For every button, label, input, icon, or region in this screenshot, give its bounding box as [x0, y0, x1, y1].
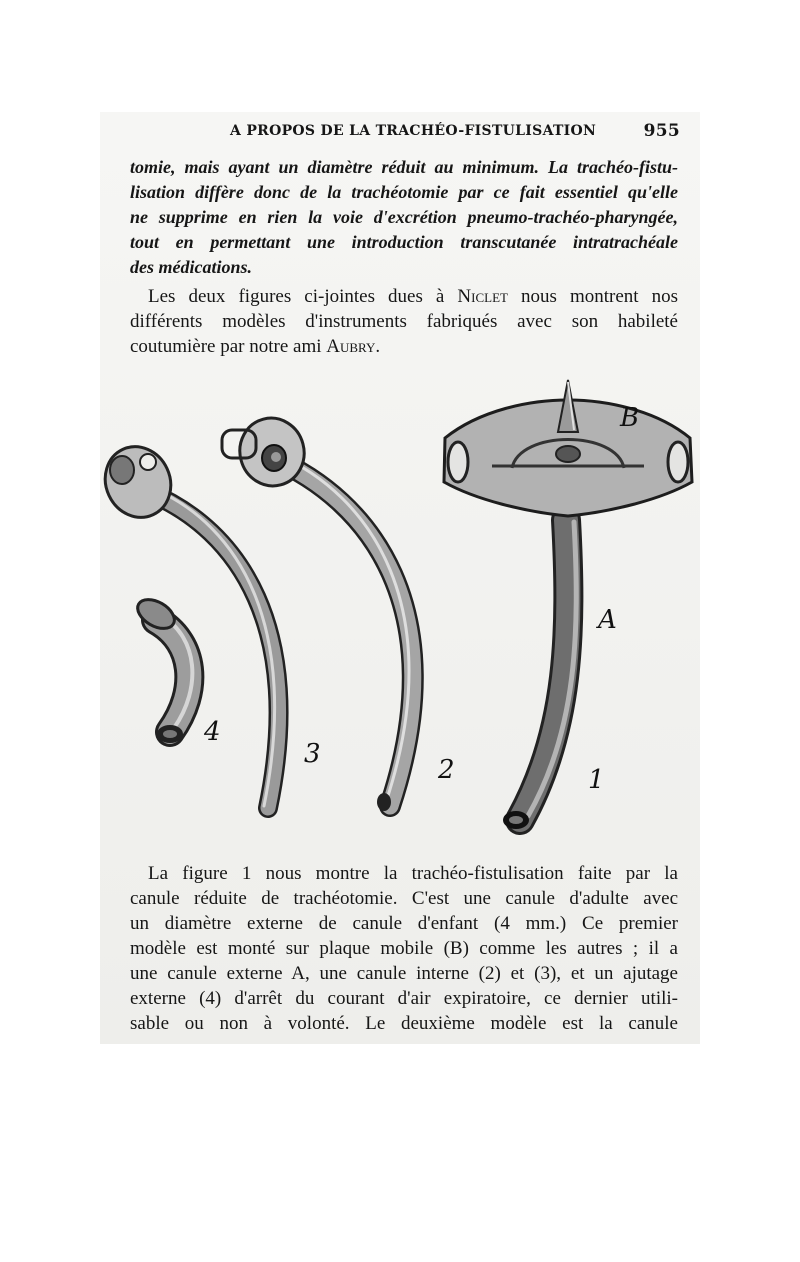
paragraph-3-line-7: sable ou non à volonté. Le deuxième modèle est la canule	[130, 1013, 678, 1034]
running-title: A PROPOS DE LA TRACHÉO-FISTULISATION	[230, 123, 597, 139]
paragraph-2-text-a: Les deux figures ci-jointes dues à	[148, 286, 458, 307]
cannula-3-drawing	[100, 436, 279, 808]
paragraph-3-line-4: modèle est monté sur plaque mobile (B) comme les autres ; il a	[130, 938, 678, 959]
paragraph-3-line-3: un diamètre externe de canule d'enfant (4 mm.) Ce premier	[130, 913, 678, 934]
paragraph-2-text-b: nous montrent nos	[507, 286, 678, 307]
page-header	[230, 121, 680, 143]
paragraph-1-line-3: ne supprime en rien la voie d'excrétion pneumo-trachéo-pharyngée,	[130, 207, 678, 227]
author-name-aubry: Aubry	[326, 336, 376, 357]
paragraph-1-line-5: des médications.	[130, 257, 252, 277]
label-cannula-3: 3	[304, 739, 321, 769]
paragraph-2-line-3	[130, 335, 678, 359]
author-name-niclet: Niclet	[457, 286, 508, 307]
paragraph-2-line-1	[148, 285, 678, 309]
paragraph-2-line-2: différents modèles d'instruments fabriqués avec son habileté	[130, 311, 678, 332]
paragraph-1-line-1: tomie, mais ayant un diamètre réduit au minimum. La trachéo-fistu-	[130, 157, 678, 177]
instrument-figure	[100, 370, 700, 850]
paragraph-2-text-c: coutumière par notre ami	[130, 336, 327, 357]
paragraph-1-line-4: tout en permettant une introduction transcutanée intratrachéale	[130, 232, 678, 252]
label-adapter-4: 4	[204, 717, 221, 747]
label-cannula-2: 2	[438, 755, 455, 785]
page-number: 955	[643, 121, 680, 141]
paragraph-3-line-6: externe (4) d'arrêt du courant d'air expiratoire, ce dernier utili-	[130, 988, 678, 1009]
label-tube-a: A	[598, 605, 617, 635]
paragraph-1-line-2: lisation diffère donc de la trachéotomie par ce fait essentiel qu'elle	[130, 182, 678, 202]
paragraph-3-line-2: canule réduite de trachéotomie. C'est une canule d'adulte avec	[130, 888, 678, 909]
label-plate-b: B	[620, 403, 640, 433]
paragraph-2-text-d: .	[375, 336, 381, 357]
paragraph-3-line-5: une canule externe A, une canule interne (2) et (3), et un ajutage	[130, 963, 678, 984]
paragraph-3-line-1: La figure 1 nous montre la trachéo-fistulisation faite par la	[148, 863, 678, 884]
cannula-1-drawing	[444, 380, 692, 829]
label-cannula-1: 1	[588, 765, 605, 795]
adapter-4-drawing	[133, 594, 193, 743]
